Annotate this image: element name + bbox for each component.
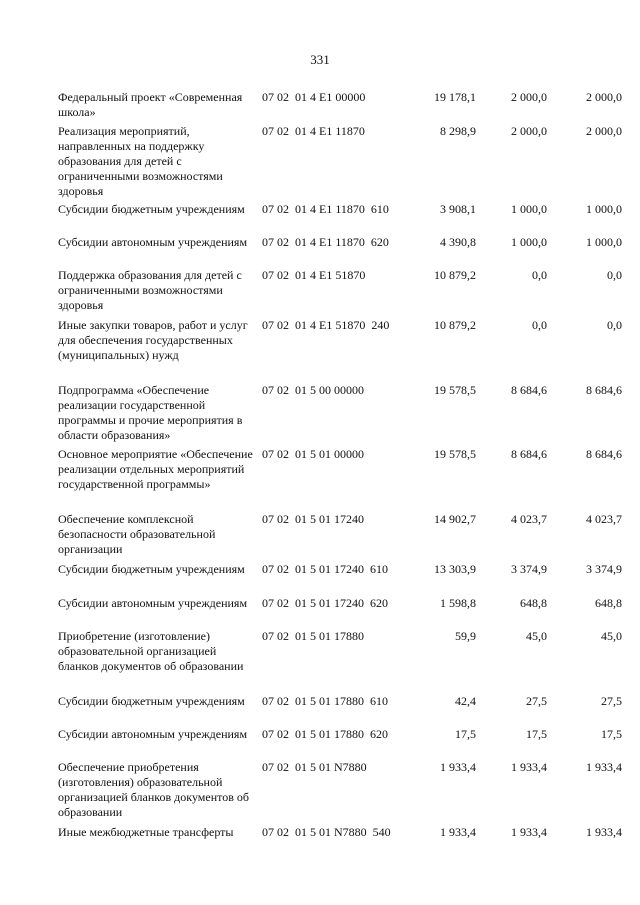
row-code: 07 02 01 4 E1 11870 620 <box>262 235 389 249</box>
row-code: 07 02 01 5 01 17880 <box>262 629 364 643</box>
row-value-3: 1 000,0 <box>586 235 622 249</box>
row-value-1: 19 578,5 <box>434 383 476 397</box>
row-value-2: 3 374,9 <box>511 562 547 576</box>
row-code: 07 02 01 5 00 00000 <box>262 383 364 397</box>
row-code: 07 02 01 5 01 17240 610 <box>262 562 388 576</box>
row-value-2: 8 684,6 <box>511 383 547 397</box>
row-value-1: 1 933,4 <box>440 825 476 839</box>
row-value-2: 4 023,7 <box>511 512 547 526</box>
row-code: 07 02 01 4 E1 11870 <box>262 124 365 138</box>
row-value-2: 0,0 <box>532 318 547 332</box>
row-value-3: 8 684,6 <box>586 447 622 461</box>
row-value-3: 3 374,9 <box>586 562 622 576</box>
row-value-2: 1 000,0 <box>511 235 547 249</box>
row-value-1: 1 598,8 <box>440 596 476 610</box>
row-value-2: 1 000,0 <box>511 202 547 216</box>
row-code: 07 02 01 4 E1 51870 <box>262 268 366 282</box>
row-value-3: 1 933,4 <box>586 760 622 774</box>
row-value-3: 648,8 <box>595 596 622 610</box>
row-value-2: 2 000,0 <box>511 90 547 104</box>
row-value-3: 4 023,7 <box>586 512 622 526</box>
row-value-3: 27,5 <box>601 694 622 708</box>
row-value-2: 2 000,0 <box>511 124 547 138</box>
row-code: 07 02 01 5 01 17240 620 <box>262 596 388 610</box>
row-value-2: 1 933,4 <box>511 760 547 774</box>
row-value-1: 17,5 <box>455 727 476 741</box>
page-number: 331 <box>310 52 330 67</box>
row-value-1: 4 390,8 <box>440 235 476 249</box>
row-value-2: 27,5 <box>526 694 547 708</box>
row-value-2: 648,8 <box>520 596 547 610</box>
row-name: Субсидии автономным учреждениям <box>58 727 248 741</box>
row-value-3: 2 000,0 <box>586 124 622 138</box>
row-value-1: 19 578,5 <box>434 447 476 461</box>
row-value-3: 1 000,0 <box>586 202 622 216</box>
row-code: 07 02 01 5 01 17880 620 <box>262 727 388 741</box>
row-name: Подпрограмма «Обеспечение реализации государственной программы и прочие мероприятия в области образования» <box>58 383 243 442</box>
row-code: 07 02 01 4 E1 11870 610 <box>262 202 389 216</box>
row-code: 07 02 01 5 01 17240 <box>262 512 364 526</box>
row-value-3: 1 933,4 <box>586 825 622 839</box>
row-value-2: 17,5 <box>526 727 547 741</box>
row-value-1: 14 902,7 <box>434 512 476 526</box>
row-name: Субсидии бюджетным учреждениям <box>58 562 245 576</box>
row-value-2: 1 933,4 <box>511 825 547 839</box>
row-code: 07 02 01 4 E1 51870 240 <box>262 318 390 332</box>
row-name: Федеральный проект «Современная школа» <box>58 90 243 119</box>
row-value-1: 42,4 <box>455 694 476 708</box>
row-name: Субсидии автономным учреждениям <box>58 235 248 249</box>
row-name: Субсидии бюджетным учреждениям <box>58 694 245 708</box>
row-code: 07 02 01 5 01 00000 <box>262 447 364 461</box>
row-value-1: 10 879,2 <box>434 318 476 332</box>
row-code: 07 02 01 4 E1 00000 <box>262 90 366 104</box>
row-name: Субсидии автономным учреждениям <box>58 596 248 610</box>
row-value-1: 13 303,9 <box>434 562 476 576</box>
row-value-1: 8 298,9 <box>440 124 476 138</box>
row-name: Реализация мероприятий, направленных на поддержку образования для детей с ограниченными возможностями здоровья <box>58 124 223 198</box>
row-name: Приобретение (изготовление) образовательной организацией бланков документов об образовании <box>58 629 244 673</box>
row-name: Иные закупки товаров, работ и услуг для обеспечения государственных (муниципальных) нужд <box>58 318 248 362</box>
row-name: Основное мероприятие «Обеспечение реализации отдельных мероприятий государственной программы» <box>58 447 253 491</box>
row-code: 07 02 01 5 01 N7880 540 <box>262 825 391 839</box>
row-value-1: 1 933,4 <box>440 760 476 774</box>
row-value-2: 8 684,6 <box>511 447 547 461</box>
row-name: Обеспечение приобретения (изготовления) образовательной организацией бланков документов об образовании <box>58 760 249 819</box>
row-value-3: 2 000,0 <box>586 90 622 104</box>
row-value-1: 3 908,1 <box>440 202 476 216</box>
row-value-3: 0,0 <box>607 318 622 332</box>
row-value-2: 45,0 <box>526 629 547 643</box>
row-code: 07 02 01 5 01 17880 610 <box>262 694 388 708</box>
row-name: Субсидии бюджетным учреждениям <box>58 202 245 216</box>
row-value-1: 19 178,1 <box>434 90 476 104</box>
row-value-2: 0,0 <box>532 268 547 282</box>
row-value-3: 0,0 <box>607 268 622 282</box>
row-value-3: 17,5 <box>601 727 622 741</box>
row-code: 07 02 01 5 01 N7880 <box>262 760 367 774</box>
row-value-3: 8 684,6 <box>586 383 622 397</box>
row-value-1: 10 879,2 <box>434 268 476 282</box>
row-name: Иные межбюджетные трансферты <box>58 825 234 839</box>
row-value-1: 59,9 <box>455 629 476 643</box>
row-name: Обеспечение комплексной безопасности образовательной организации <box>58 512 216 556</box>
row-value-3: 45,0 <box>601 629 622 643</box>
row-name: Поддержка образования для детей с ограниченными возможностями здоровья <box>58 268 242 312</box>
